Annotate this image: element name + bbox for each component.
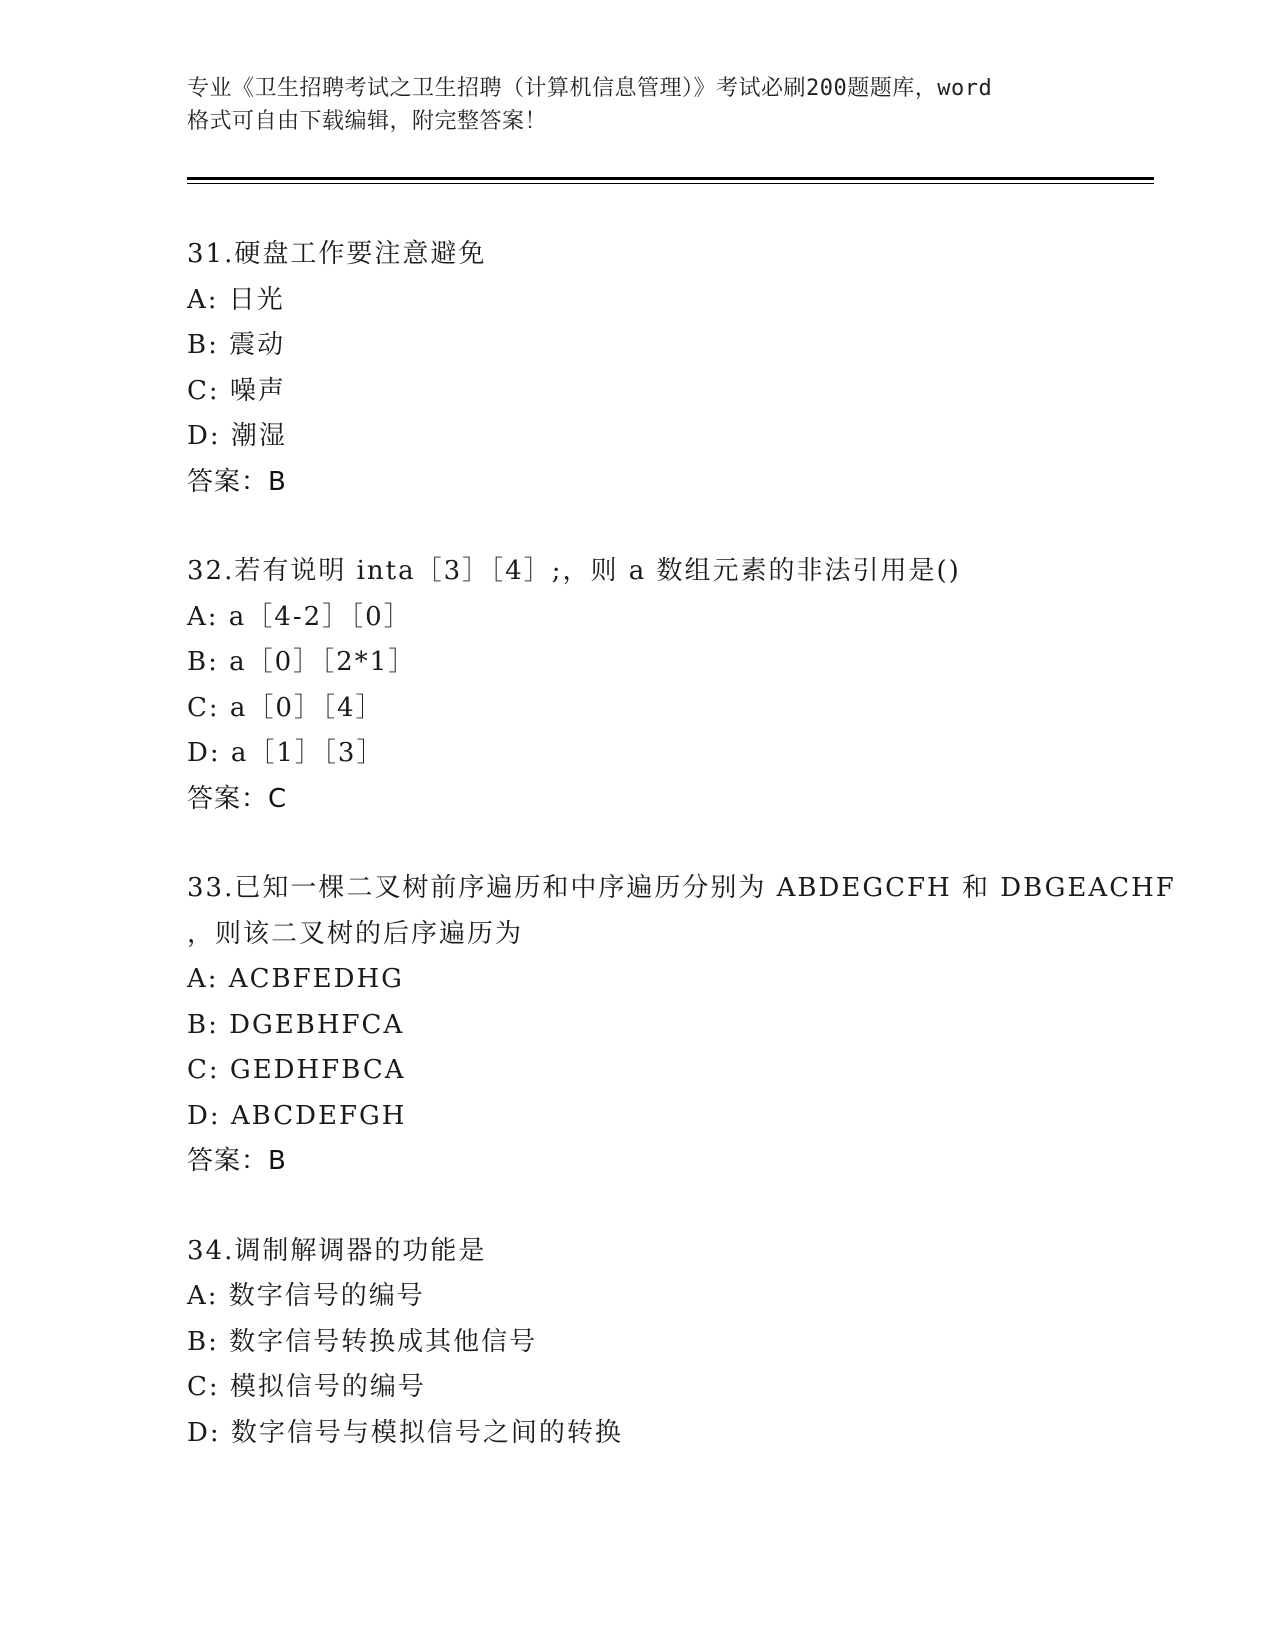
question-stem: 32.若有说明 inta［3］［4］;，则 a 数组元素的非法引用是() bbox=[187, 556, 961, 586]
option-a: A: a［4-2］［0］ bbox=[187, 601, 412, 632]
option-d: D: 数字信号与模拟信号之间的转换 bbox=[187, 1417, 623, 1448]
question-stem: 31.硬盘工作要注意避免 bbox=[187, 239, 487, 269]
header-line-1: 专业《卫生招聘考试之卫生招聘（计算机信息管理）》考试必刷200题题库，word bbox=[187, 76, 993, 101]
header-divider-thin bbox=[187, 183, 1154, 184]
option-b: B: DGEBHFCA bbox=[187, 1009, 405, 1040]
answer-line: 答案：C bbox=[187, 783, 288, 814]
option-b: B: 数字信号转换成其他信号 bbox=[187, 1326, 538, 1357]
question-32 bbox=[187, 549, 1154, 822]
option-d: D: 潮湿 bbox=[187, 421, 287, 451]
option-c: C: GEDHFBCA bbox=[187, 1055, 406, 1085]
question-stem: 33.已知一棵二叉树前序遍历和中序遍历分别为 ABDEGCFH 和 DBGEACHF bbox=[187, 873, 1176, 903]
question-stem: 34.调制解调器的功能是 bbox=[187, 1235, 487, 1266]
question-list bbox=[187, 232, 1176, 1500]
document-header bbox=[187, 72, 1087, 138]
option-a: A: 数字信号的编号 bbox=[187, 1281, 425, 1311]
option-c: C: 噪声 bbox=[187, 375, 286, 406]
option-a: A: 日光 bbox=[187, 284, 285, 315]
answer-line: 答案：B bbox=[187, 466, 287, 497]
option-d: D: ABCDEFGH bbox=[187, 1100, 407, 1131]
question-31 bbox=[187, 232, 1154, 505]
option-c: C: 模拟信号的编号 bbox=[187, 1372, 426, 1402]
header-divider-thick bbox=[187, 177, 1154, 180]
option-c: C: a［0］［4］ bbox=[187, 692, 384, 723]
header-line-2: 格式可自由下载编辑，附完整答案！ bbox=[187, 109, 548, 134]
option-a: A: ACBFEDHG bbox=[187, 964, 404, 994]
option-b: B: 震动 bbox=[187, 330, 286, 360]
question-33 bbox=[187, 866, 1176, 1185]
option-d: D: a［1］［3］ bbox=[187, 738, 385, 768]
answer-line: 答案：B bbox=[187, 1146, 287, 1176]
question-34 bbox=[187, 1229, 1154, 1457]
question-stem-continued: ，则该二叉树的后序遍历为 bbox=[187, 918, 524, 949]
option-b: B: a［0］［2*1］ bbox=[187, 647, 417, 677]
